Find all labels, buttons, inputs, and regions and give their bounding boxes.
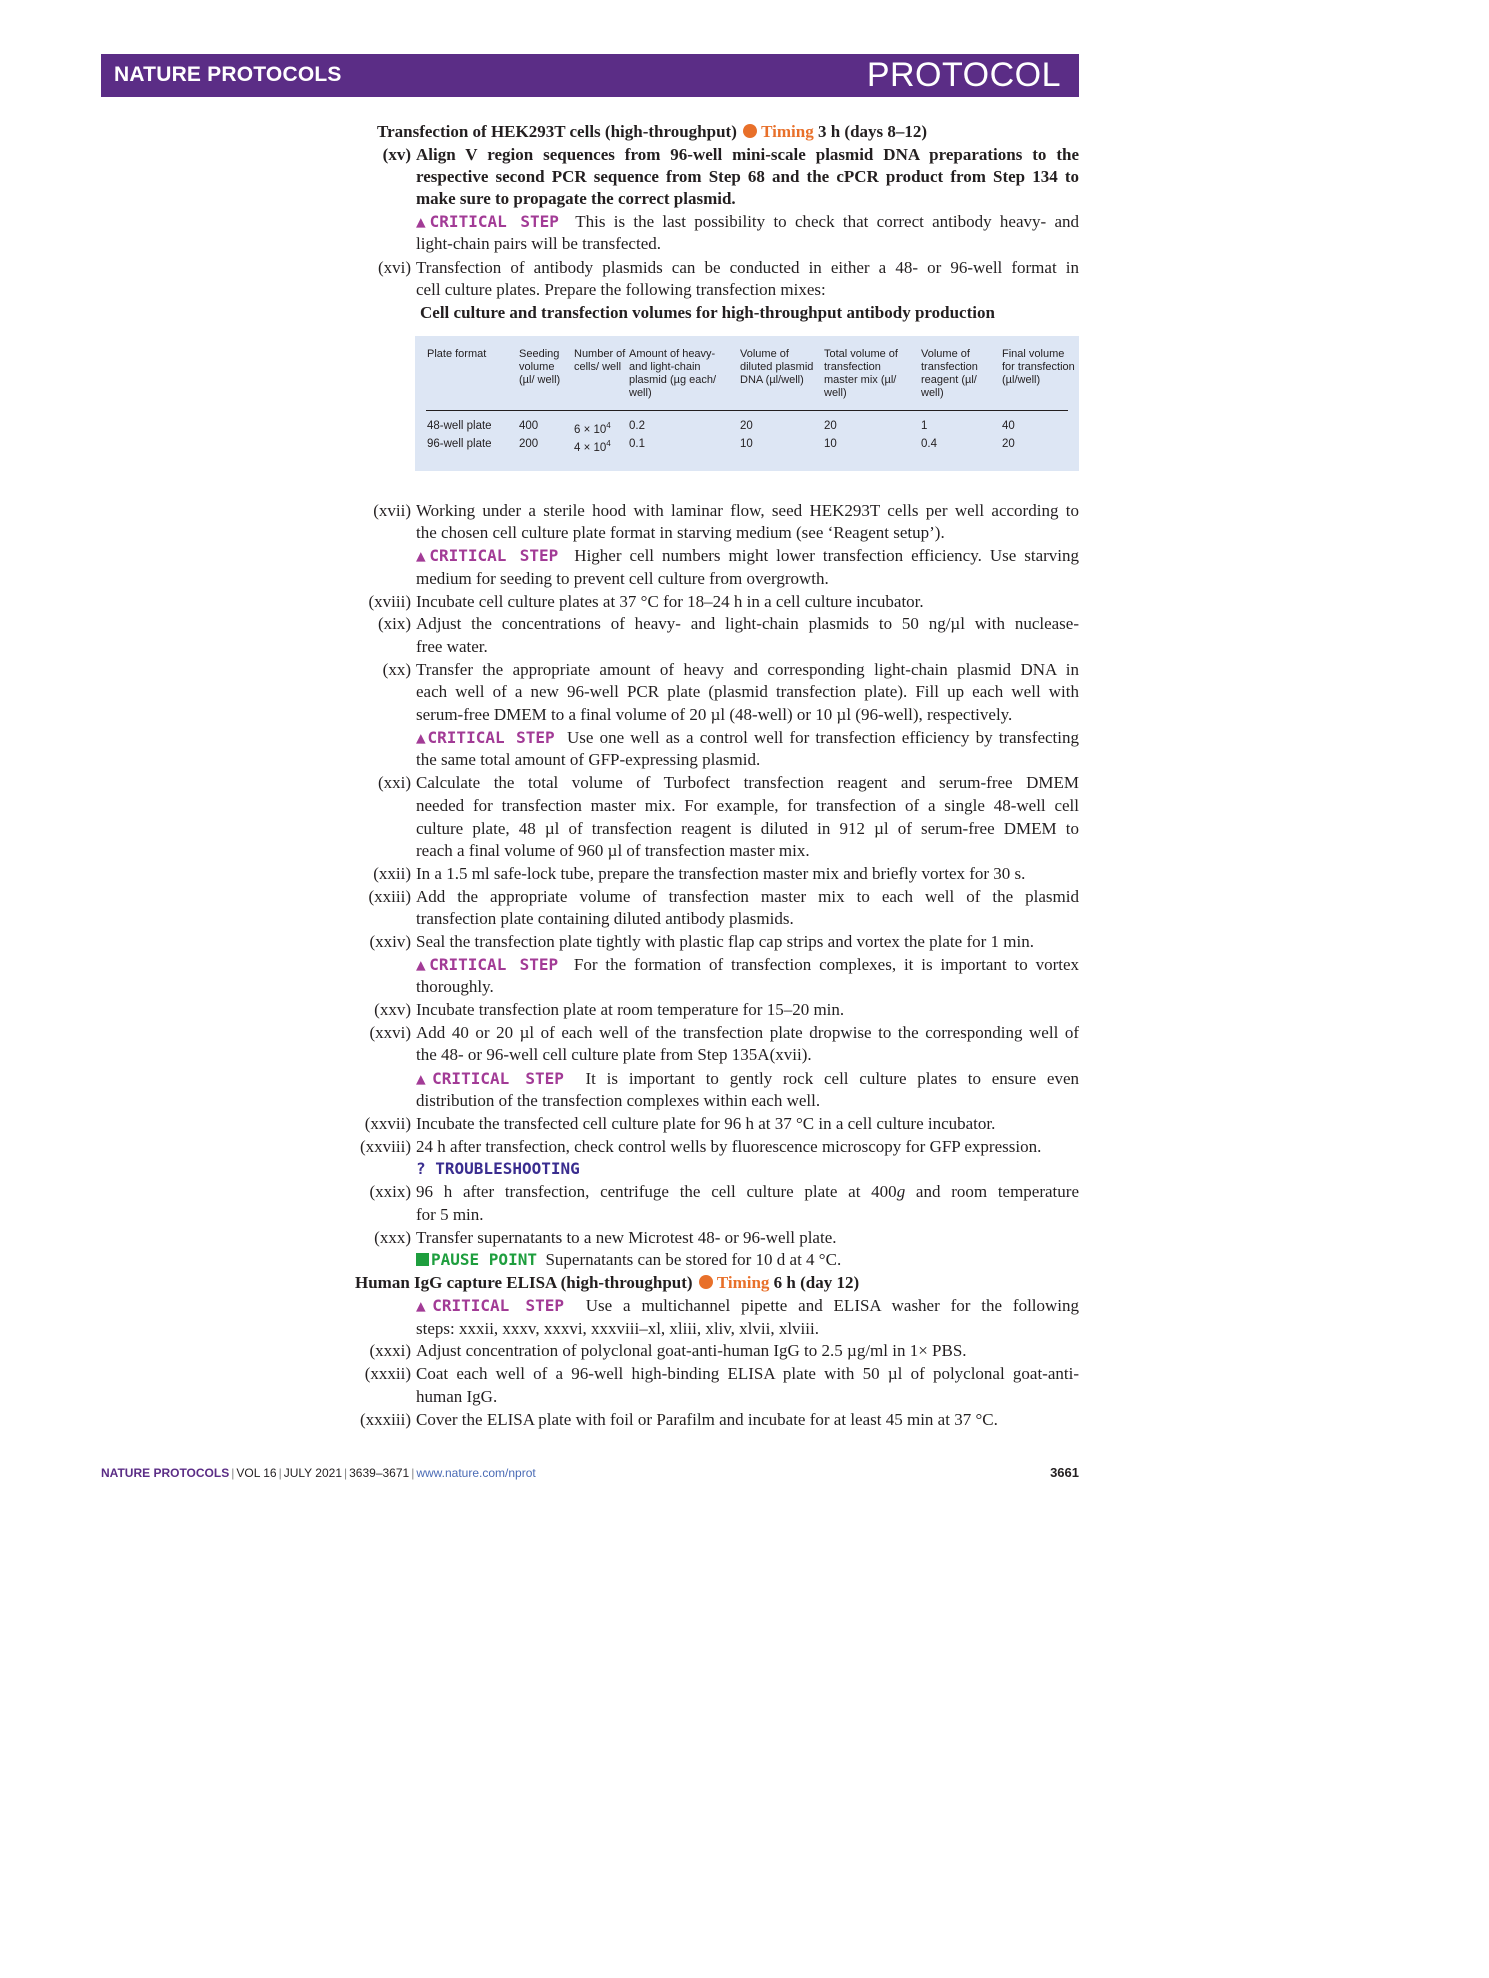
table-header: Total volume of transfection master mix (µl/ well) — [824, 348, 898, 399]
table-header: Final volume for transfection (µl/well) — [1002, 348, 1075, 386]
step-text: Transfection of antibody plasmids can be conducted in either a 48- or 96-well format in — [416, 258, 1079, 277]
step-text: Add the appropriate volume of transfection master mix to each well of the plasmid — [416, 887, 1079, 906]
section-label: PROTOCOL — [866, 56, 1061, 94]
step-text: the chosen cell culture plate format in starving medium (see ‘Reagent setup’). — [416, 523, 945, 542]
critical-step-label: ▲CRITICAL STEP — [416, 546, 559, 565]
page-footer: NATURE PROTOCOLS | VOL 16 | JULY 2021 | 3639–3671 | www.nature.com/nprot — [101, 1466, 536, 1480]
timing-value: 6 h (day 12) — [773, 1273, 860, 1292]
pause-square-icon — [416, 1253, 429, 1266]
step-number: (xxiv) — [369, 932, 411, 951]
step-text: 96 h after transfection, centrifuge the cell culture plate at 400g and room temperature — [416, 1182, 1079, 1201]
step-text: respective second PCR sequence from Step 68 and the cPCR product from Step 134 to — [416, 167, 1079, 186]
step-text: reach a final volume of 960 µl of transfection master mix. — [416, 841, 810, 860]
table-header: Volume of transfection reagent (µl/ well) — [921, 348, 978, 399]
journal-url-link[interactable]: www.nature.com/nprot — [416, 1466, 536, 1480]
step-number: (xxiii) — [368, 887, 411, 906]
step-text: Coat each well of a 96-well high-binding ELISA plate with 50 µl of polyclonal goat-anti- — [416, 1364, 1079, 1383]
step-number: (xix) — [377, 614, 411, 633]
section-title: Transfection of HEK293T cells (high-throughput) — [377, 122, 737, 141]
step-number: (xxv) — [374, 1000, 411, 1019]
step-text: needed for transfection master mix. For example, for transfection of a single 48-well cell — [416, 796, 1079, 815]
step-text: human IgG. — [416, 1387, 498, 1406]
footer-journal: NATURE PROTOCOLS — [101, 1466, 230, 1480]
step-text: serum-free DMEM to a final volume of 20 µl (48-well) or 10 µl (96-well), respectively. — [416, 705, 1013, 724]
step-text: Calculate the total volume of Turbofect transfection reagent and serum-free DMEM — [416, 773, 1079, 792]
critical-step-note: ▲CRITICAL STEP For the formation of transfection complexes, it is important to vortex — [416, 955, 1080, 974]
step-number: (xxxi) — [369, 1341, 411, 1360]
table-header: Seeding volume (µl/ well) — [519, 348, 561, 386]
table-rule — [426, 410, 1068, 411]
step-text: 24 h after transfection, check control wells by fluorescence microscopy for GFP expression. — [416, 1137, 1042, 1156]
timing-label: Timing — [716, 1273, 770, 1292]
troubleshooting-link[interactable]: ? TROUBLESHOOTING — [416, 1159, 580, 1178]
step-text: the same total amount of GFP-expressing plasmid. — [416, 750, 761, 769]
step-number: (xvi) — [377, 258, 411, 277]
step-text: transfection plate containing diluted antibody plasmids. — [416, 909, 794, 928]
step-text: Seal the transfection plate tightly with plastic flap cap strips and vortex the plate for 1 min. — [416, 932, 1034, 951]
critical-step-note: ▲CRITICAL STEP Use a multichannel pipette and ELISA washer for the following — [416, 1296, 1080, 1315]
step-text: distribution of the transfection complexes within each well. — [416, 1091, 821, 1110]
step-number: (xxvi) — [369, 1023, 411, 1042]
step-text: thoroughly. — [416, 977, 494, 996]
step-text: free water. — [416, 637, 488, 656]
step-number: (xv) — [382, 145, 411, 164]
step-text: for 5 min. — [416, 1205, 484, 1224]
step-text: In a 1.5 ml safe-lock tube, prepare the transfection master mix and briefly vortex for 30 s. — [416, 864, 1026, 883]
step-text: Adjust concentration of polyclonal goat-anti-human IgG to 2.5 µg/ml in 1× PBS. — [416, 1341, 967, 1360]
step-number: (xxix) — [369, 1182, 411, 1201]
step-text: light-chain pairs will be transfected. — [416, 234, 661, 253]
table-header: Plate format — [427, 348, 487, 360]
step-text: make sure to propagate the correct plasmid. — [416, 189, 736, 208]
step-text: Transfer the appropriate amount of heavy and corresponding light-chain plasmid DNA in — [416, 660, 1079, 679]
critical-step-note: ▲CRITICAL STEP This is the last possibility to check that correct antibody heavy- and — [416, 212, 1079, 231]
step-text: each well of a new 96-well PCR plate (plasmid transfection plate). Fill up each well with — [416, 682, 1079, 701]
step-text: cell culture plates. Prepare the following transfection mixes: — [416, 280, 826, 299]
table-header: Volume of diluted plasmid DNA (µl/well) — [740, 348, 814, 386]
table-title: Cell culture and transfection volumes for high-throughput antibody production — [420, 303, 995, 322]
timing-value: 3 h (days 8–12) — [817, 122, 928, 141]
critical-step-label: ▲CRITICAL STEP — [416, 212, 559, 231]
step-text: medium for seeding to prevent cell culture from overgrowth. — [416, 569, 829, 588]
section-heading-elisa — [355, 1272, 859, 1294]
step-text: Incubate cell culture plates at 37 °C for 18–24 h in a cell culture incubator. — [416, 592, 924, 611]
critical-step-label: ▲CRITICAL STEP — [416, 728, 555, 747]
step-number: (xvii) — [373, 501, 411, 520]
step-number: (xxxii) — [364, 1364, 411, 1383]
header-bar — [101, 54, 1079, 97]
step-text: Add 40 or 20 µl of each well of the transfection plate dropwise to the corresponding well of — [416, 1023, 1079, 1042]
step-number: (xxi) — [377, 773, 411, 792]
section-title: Human IgG capture ELISA (high-throughput) — [355, 1273, 693, 1292]
step-number: (xxii) — [373, 864, 411, 883]
pause-point-label: PAUSE POINT — [431, 1250, 537, 1269]
step-text: Incubate the transfected cell culture plate for 96 h at 37 °C in a cell culture incubator. — [416, 1114, 996, 1133]
pause-point-note: PAUSE POINT Supernatants can be stored for 10 d at 4 °C. — [416, 1249, 841, 1271]
critical-step-note: ▲CRITICAL STEP It is important to gently rock cell culture plates to ensure even — [416, 1069, 1079, 1088]
timing-label: Timing — [761, 122, 814, 141]
step-text: culture plate, 48 µl of transfection reagent is diluted in 912 µl of serum-free DMEM to — [416, 819, 1079, 838]
step-text: Incubate transfection plate at room temperature for 15–20 min. — [416, 1000, 845, 1019]
critical-step-label: ▲CRITICAL STEP — [416, 1296, 565, 1315]
step-text: Transfer supernatants to a new Microtest 48- or 96-well plate. — [416, 1228, 837, 1247]
step-number: (xxviii) — [360, 1137, 411, 1156]
table-header: Amount of heavy- and light-chain plasmid (µg each/ well) — [629, 348, 717, 399]
step-number: (xx) — [382, 660, 411, 679]
step-number: (xxx) — [374, 1228, 411, 1247]
critical-step-note: ▲CRITICAL STEP Use one well as a control well for transfection efficiency by transfecting — [416, 728, 1080, 747]
timing-dot-icon — [743, 124, 757, 138]
step-number: (xxxiii) — [360, 1410, 411, 1429]
table-header: Number of cells/ well — [574, 348, 626, 373]
critical-step-label: ▲CRITICAL STEP — [416, 1069, 564, 1088]
critical-step-label: ▲CRITICAL STEP — [416, 955, 559, 974]
step-text: Working under a sterile hood with laminar flow, seed HEK293T cells per well according to — [416, 501, 1079, 520]
step-text: steps: xxxii, xxxv, xxxvi, xxxviii–xl, xliii, xliv, xlvii, xlviii. — [416, 1319, 819, 1338]
page-number: 3661 — [1050, 1465, 1079, 1480]
step-text: the 48- or 96-well cell culture plate from Step 135A(xvii). — [416, 1045, 812, 1064]
step-text: Align V region sequences from 96-well mini-scale plasmid DNA preparations to the — [416, 145, 1079, 164]
journal-title: NATURE PROTOCOLS — [114, 63, 342, 86]
step-text: Adjust the concentrations of heavy- and light-chain plasmids to 50 ng/µl with nuclease- — [416, 614, 1079, 633]
timing-dot-icon — [699, 1275, 713, 1289]
step-text: Cover the ELISA plate with foil or Parafilm and incubate for at least 45 min at 37 °C. — [416, 1410, 998, 1429]
step-number: (xviii) — [368, 592, 411, 611]
step-number: (xxvii) — [364, 1114, 411, 1133]
critical-step-note: ▲CRITICAL STEP Higher cell numbers might lower transfection efficiency. Use starving — [416, 546, 1080, 565]
section-heading-transfection — [377, 121, 927, 143]
